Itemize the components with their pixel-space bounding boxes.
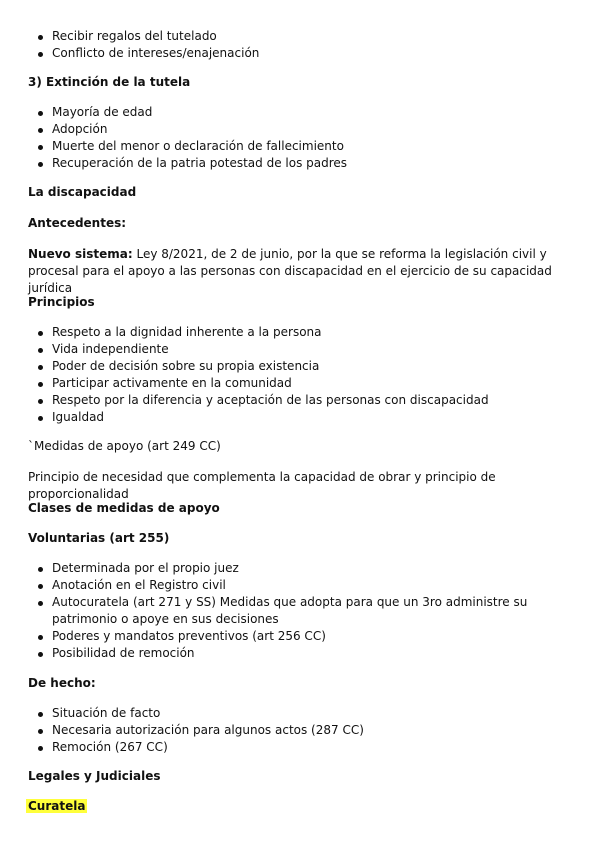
list-de-hecho — [28, 705, 570, 756]
list-item: Posibilidad de remoción — [28, 645, 570, 662]
list-item: Igualdad — [28, 409, 570, 426]
list-item: Muerte del menor o declaración de fallecimiento — [28, 138, 570, 155]
highlighted-text: Curatela — [28, 799, 86, 813]
medidas-de-apoyo-line: `Medidas de apoyo (art 249 CC) — [28, 439, 221, 453]
list-item: Recuperación de la patria potestad de los padres — [28, 155, 570, 172]
list-tutela-prohibiciones — [28, 28, 570, 62]
heading-curatela — [28, 798, 570, 815]
heading-de-hecho: De hecho: — [28, 676, 96, 690]
list-item: Recibir regalos del tutelado — [28, 28, 570, 45]
heading-antecedentes: Antecedentes: — [28, 216, 127, 230]
heading-legales-judiciales: Legales y Judiciales — [28, 769, 161, 783]
heading-discapacidad: La discapacidad — [28, 185, 137, 199]
list-item: Poderes y mandatos preventivos (art 256 CC) — [28, 628, 570, 645]
heading-extincion: 3) Extinción de la tutela — [28, 75, 191, 89]
heading-principios: Principios — [28, 295, 95, 309]
nuevo-sistema-label: Nuevo sistema: — [28, 247, 133, 261]
list-item: Participar activamente en la comunidad — [28, 375, 570, 392]
list-item: Poder de decisión sobre su propia existencia — [28, 358, 570, 375]
list-principios — [28, 324, 570, 426]
list-voluntarias — [28, 560, 570, 662]
list-item: Necesaria autorización para algunos actos (287 CC) — [28, 722, 570, 739]
list-item: Anotación en el Registro civil — [28, 577, 570, 594]
paragraph-nuevo-sistema — [28, 246, 570, 297]
list-item: Adopción — [28, 121, 570, 138]
list-item: Autocuratela (art 271 y SS) Medidas que adopta para que un 3ro administre su patrimonio o apoye en sus decisiones — [28, 594, 570, 628]
list-item: Vida independiente — [28, 341, 570, 358]
list-item: Determinada por el propio juez — [28, 560, 570, 577]
nuevo-sistema-text: Ley 8/2021, de 2 de junio, por la que se reforma la legislación civil y procesal para el apoyo a las personas con discapacidad en el ejercicio de su capacidad jurídica — [28, 247, 552, 295]
list-item: Remoción (267 CC) — [28, 739, 570, 756]
heading-voluntarias: Voluntarias (art 255) — [28, 531, 170, 545]
list-item: Respeto a la dignidad inherente a la persona — [28, 324, 570, 341]
list-item: Situación de facto — [28, 705, 570, 722]
list-item: Conflicto de intereses/enajenación — [28, 45, 570, 62]
heading-clases-medidas: Clases de medidas de apoyo — [28, 501, 220, 515]
list-extincion — [28, 104, 570, 172]
list-item: Mayoría de edad — [28, 104, 570, 121]
principio-necesidad-line: Principio de necesidad que complementa la capacidad de obrar y principio de proporcionalidad — [28, 470, 496, 501]
list-item: Respeto por la diferencia y aceptación de las personas con discapacidad — [28, 392, 570, 409]
